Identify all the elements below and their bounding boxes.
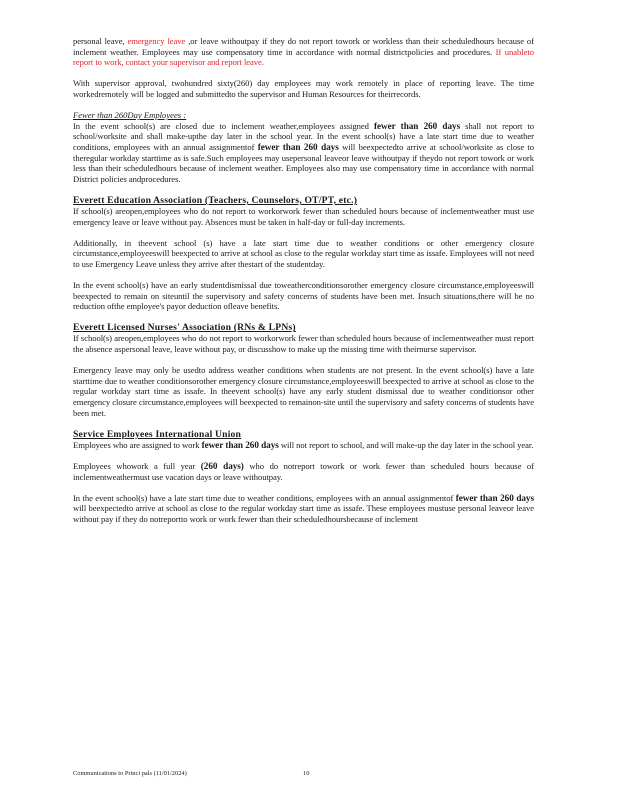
paragraph-seiu-late-start [73,493,534,525]
emergency-leave-highlight: emergency leave [127,36,186,46]
bold-term: fewer than 260 days [257,141,339,152]
text-run: shall not report to school/worksite and shall make-upthe day later in the school year. In the event school(s) have a late start time due to weather conditions, employees with an annual assignmentof [73,120,534,152]
section-heading-seiu: Service Employees International Union [73,428,242,440]
paragraph-remote-work: With supervisor approval, twohundred sixty(260) day employees may work remotely in place of reporting leave. The time workedremotely will be logged and submittedto the supervisor and Human Resources for theirrecords. [73,78,534,99]
text-run: will not report to school, and will make-up the day later in the school year. [278,439,534,450]
text-run: will beexpectedto arrive at school/worksite as close to theregular workday starttime as is safe.Such employees may usepersonal leaveor leave withoutpay if theydo not report towork or work less than their scheduledhours because of inclement weather. Employees also may use compensatory time in accordance with normal District policies andprocedures. [73,141,535,184]
text-run: Employees who are assigned to work [73,439,202,450]
paragraph-fewer-than-260 [73,121,534,185]
paragraph-nurses-emergency: Emergency leave may only be usedto address weather conditions when students are not present. In the event school(s) have a late starttime due to weather conditionsorother emergency closure circumstance,employeeswill beexpected to arrive at school as close to the regular workday start time as issafe. In theevent school(s) have any early student dismissal due to weather conditionsor other emergency closure circumstance,employees will beexpected to remainon-site until the supervisory and safety concerns of students have been met. [73,365,534,418]
text-run: In the event school(s) are closed due to inclement weather,employees assigned [73,120,374,131]
section-heading-fewer-than-260: Fewer than 260Day Employees : [73,110,187,121]
bold-term: fewer than 260 days [201,439,279,450]
paragraph-seiu-full-year [73,461,534,482]
page-footer [73,770,310,777]
paragraph-leave-options [73,36,534,68]
paragraph-eea-late-start: Additionally, in theevent school (s) have a late start time due to weather conditions or other emergency closure circumstance,employeeswill beexpected to arrive at school as close to the regular workday start time as issafe. Employees will not need to use Emergency Leave unless they arrive after thestart of the studentday. [73,237,534,269]
paragraph-nurses-open: If school(s) areopen,employees who do not report to workorwork fewer than scheduled hours because of inclementweather must report the absence aspersonal leave, leave without pay, or discusshow to make up the missing time with theirnurse supervisor. [73,333,534,355]
text-run: will beexpectedto arrive at school as close to the regular workday start time as issafe. These employees mustuse personal leaveor leave without pay if they do notreportto work or work fewer than their scheduledhoursbecause of inclement [73,503,534,524]
text-run: ,or leave withoutpay if they do not report towork or workless than their scheduledhours because of inclement weather. Employees may use compensatory time in accordance with normal districtpolicies and procedures. [73,36,534,57]
paragraph-eea-open: If school(s) areopen,employees who do not report to workorwork fewer than scheduled hours because of inclementweather must use emergency leave or leave without pay. Absences must be taken in half-day or full-day increments. [73,205,534,227]
text-run: Employees whowork a full year [73,460,201,471]
bold-term: fewer than 260 days [373,120,461,131]
paragraph-eea-early-dismissal: In the event school(s) have an early studentdismissal due toweatherconditionsorother emergency closure circumstance,employeeswill beexpected to remain on siteuntil the supervisory and safety concerns of students have been met. Insuch situations,there will be no reduction ofthe employee's payor deduction ofleave benefits. [73,280,534,312]
document-page [73,36,534,535]
bold-term: (260 days) [200,460,244,471]
text-run: who do notreport towork or work fewer than scheduled hours because of inclementweathermust use vacation days or leave withoutpay. [73,460,534,482]
bold-term: fewer than 260 days [455,492,534,503]
section-heading-eea: Everett Education Association (Teachers, Counselors, OT/PT, etc.) [73,194,358,206]
contact-supervisor-highlight: If unableto report to work, contact your supervisor and report leave. [73,46,534,68]
section-heading-nurses: Everett Licensed Nurses' Association (RNs & LPNs) [73,322,296,334]
paragraph-seiu-fewer [73,440,534,451]
page-number: 10 [303,770,310,777]
text-run: personal leave, [73,36,128,46]
text-run: In the event school(s) have a late start time due to weather conditions, employees with an annual assignmentof [73,492,456,503]
footer-title: Communications to Princi pals (11/01/2024) [73,770,187,777]
